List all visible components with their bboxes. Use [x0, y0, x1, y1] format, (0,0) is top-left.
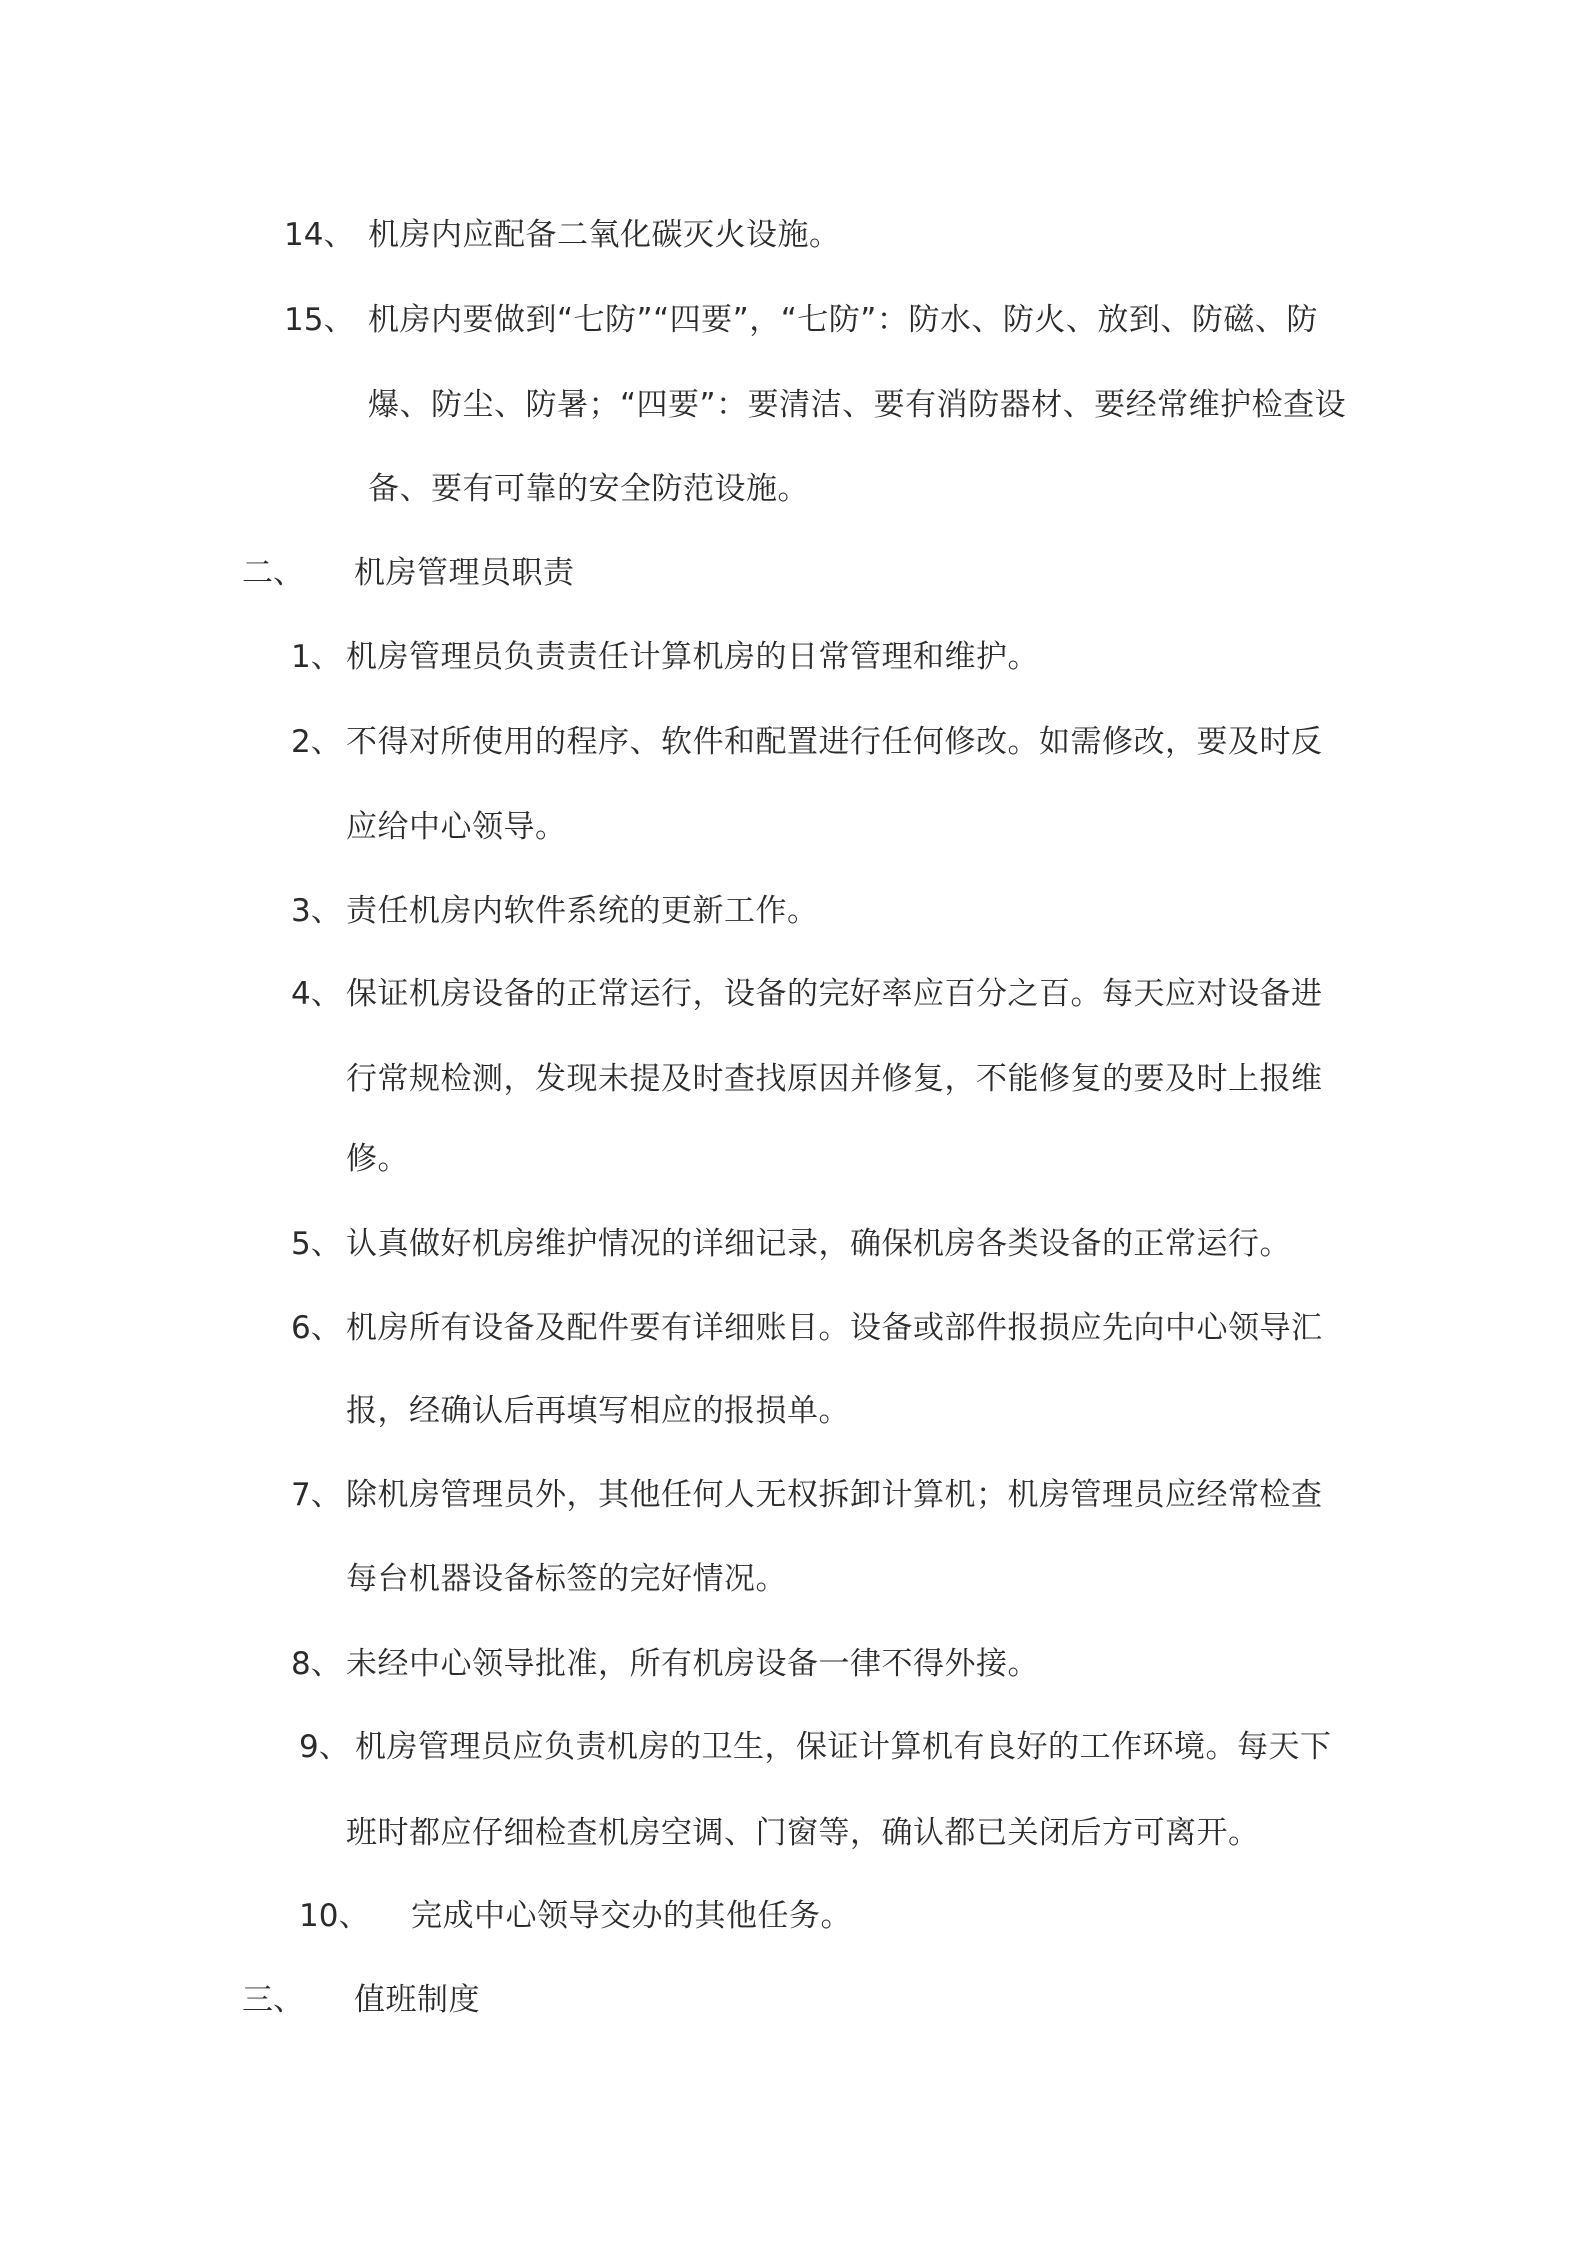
item-number: 2、 [291, 724, 342, 760]
item-number: 10、 [299, 1898, 370, 1934]
item-number: 9、 [299, 1729, 350, 1765]
section-title: 机房管理员职责 [354, 555, 575, 591]
item-text: 机房内应配备二氧化碳灭火设施。 [368, 217, 841, 253]
item-text: 机房管理员应负责机房的卫生，保证计算机有良好的工作环境。每天下 [355, 1729, 1332, 1765]
item-number: 7、 [291, 1477, 342, 1513]
item-text: 保证机房设备的正常运行，设备的完好率应百分之百。每天应对设备进 [346, 976, 1323, 1012]
item-number: 8、 [291, 1646, 342, 1682]
item-number: 3、 [291, 893, 342, 929]
item-text: 责任机房内软件系统的更新工作。 [346, 893, 819, 929]
item-number: 5、 [291, 1226, 342, 1262]
item-number: 14、 [284, 217, 355, 253]
item-text: 爆、防尘、防暑；“四要”：要清洁、要有消防器材、要经常维护检查设 [368, 387, 1347, 423]
item-text: 修。 [346, 1141, 409, 1177]
section-title: 值班制度 [354, 1982, 480, 2018]
item-number: 6、 [291, 1310, 342, 1346]
item-text: 机房内要做到“七防”“四要”，“七防”：防水、防火、放到、防磁、防 [368, 302, 1318, 338]
item-number: 4、 [291, 976, 342, 1012]
item-text: 机房所有设备及配件要有详细账目。设备或部件报损应先向中心领导汇 [346, 1310, 1323, 1346]
item-text: 未经中心领导批准，所有机房设备一律不得外接。 [346, 1646, 1039, 1682]
section-number: 三、 [242, 1982, 304, 2018]
item-number: 15、 [284, 302, 355, 338]
item-text: 认真做好机房维护情况的详细记录，确保机房各类设备的正常运行。 [346, 1226, 1291, 1262]
item-text: 完成中心领导交办的其他任务。 [411, 1898, 852, 1934]
item-text: 班时都应仔细检查机房空调、门窗等，确认都已关闭后方可离开。 [346, 1815, 1260, 1851]
item-number: 1、 [291, 639, 342, 675]
item-text: 除机房管理员外，其他任何人无权拆卸计算机；机房管理员应经常检查 [346, 1477, 1323, 1513]
item-text: 备、要有可靠的安全防范设施。 [368, 471, 809, 507]
section-number: 二、 [242, 555, 304, 591]
item-text: 行常规检测，发现未提及时查找原因并修复，不能修复的要及时上报维 [346, 1061, 1323, 1097]
item-text: 应给中心领导。 [346, 809, 567, 845]
item-text: 机房管理员负责责任计算机房的日常管理和维护。 [346, 639, 1039, 675]
item-text: 报，经确认后再填写相应的报损单。 [346, 1393, 850, 1429]
item-text: 不得对所使用的程序、软件和配置进行任何修改。如需修改，要及时反 [346, 724, 1323, 760]
item-text: 每台机器设备标签的完好情况。 [346, 1561, 787, 1597]
